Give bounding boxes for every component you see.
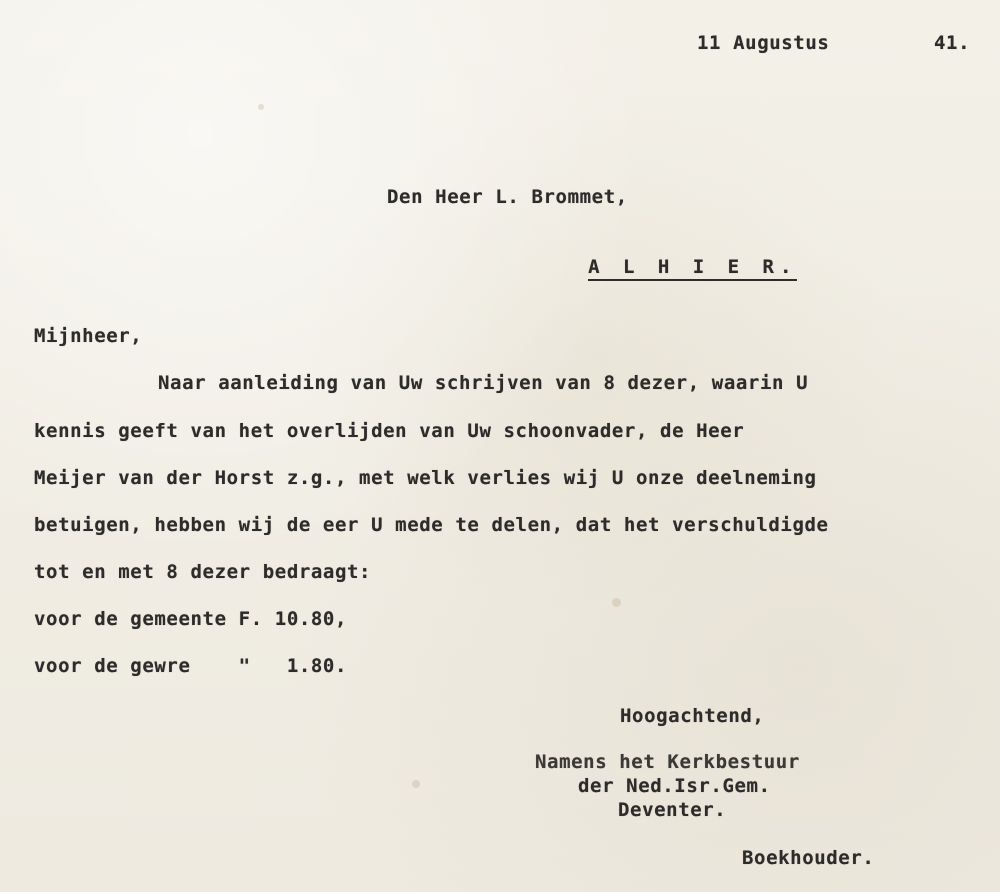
addressee: Den Heer L. Brommet, [387,186,628,208]
letter-year: 41. [934,32,971,54]
body-line: tot en met 8 dezer bedraagt: [34,561,372,583]
body-line: kennis geeft van het overlijden van Uw schoonvader, de Heer [34,420,745,442]
charge-line: voor de gemeente F. 10.80, [34,608,348,630]
location-text: A L H I E R. [588,256,797,281]
signature-line: Deventer. [618,799,727,821]
charge-line: voor de gewre " 1.80. [34,655,348,677]
signature-line: Namens het Kerkbestuur [535,751,800,773]
paper-stain [258,104,264,110]
role: Boekhouder. [742,847,875,869]
body-line: betuigen, hebben wij de eer U mede te delen, dat het verschuldigde [34,514,829,536]
paper-stain [412,780,420,788]
signature-line: der Ned.Isr.Gem. [578,775,771,797]
letter-date: 11 Augustus [697,32,830,54]
body-line: Meijer van der Horst z.g., met welk verlies wij U onze deelneming [34,467,817,489]
location-heading [540,234,797,300]
salutation: Mijnheer, [34,325,143,347]
closing: Hoogachtend, [620,705,765,727]
body-line: Naar aanleiding van Uw schrijven van 8 dezer, waarin U [158,372,809,394]
paper-stain [612,598,621,607]
